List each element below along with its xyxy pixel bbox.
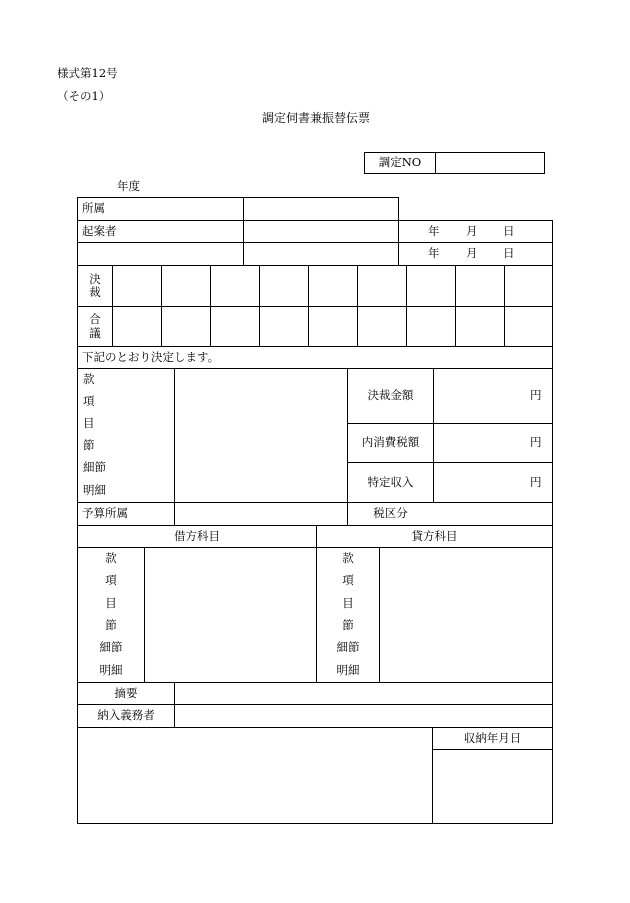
budget-item-kou: 項 [83,394,95,408]
page-title: 調定伺書兼振替伝票 [262,111,371,125]
budget-item-moku: 目 [83,416,95,430]
budget-item-saisetsu: 細節 [83,460,106,474]
form-number: 様式第12号 [57,66,118,80]
credit-item-kou: 項 [342,573,354,588]
date-day-label: 日 [503,246,515,261]
credit-item-setsu: 節 [342,618,354,633]
date-day-label: 日 [503,223,515,238]
karikata-header: 借方科目 [174,528,220,543]
shozoku-field[interactable] [244,198,397,219]
aigi-label: 合 議 [89,312,101,340]
budget-item-kan: 款 [83,372,95,386]
kessai-kingaku-label: 決裁金額 [367,388,414,403]
kessai-label: 決 裁 [89,271,101,299]
debit-item-saisetsu: 細節 [99,640,123,655]
date-year-label: 年 [428,246,440,261]
nonyu-gimusha-label: 納入義務者 [97,708,155,723]
credit-item-kan: 款 [342,551,354,566]
debit-item-meisai: 明細 [99,662,123,677]
tokutei-shunyu-label: 特定収入 [367,474,414,489]
debit-item-kan: 款 [105,551,117,566]
tekiyo-label: 摘要 [114,685,138,700]
kiansha-label: 起案者 [82,223,117,238]
debit-item-moku: 目 [105,595,117,610]
debit-item-setsu: 節 [105,618,117,633]
yen-unit: 円 [530,474,542,489]
yen-unit: 円 [530,388,542,403]
kashikata-header: 貸方科目 [411,528,458,543]
budget-item-meisai: 明細 [83,483,106,497]
yosan-shozoku-label: 予算所属 [82,506,128,521]
form-part: （その1） [57,89,111,103]
chotei-no-field[interactable] [436,153,544,173]
shuno-date-label: 収納年月日 [463,730,522,745]
credit-item-moku: 目 [342,595,354,610]
date-month-label: 月 [466,223,478,238]
debit-item-kou: 項 [105,573,117,588]
credit-item-saisetsu: 細節 [336,640,360,655]
date-month-label: 月 [466,246,478,261]
fiscal-year-label: 年度 [117,179,140,193]
decision-statement: 下記のとおり決定します。 [82,349,220,364]
uchi-shohizei-label: 内消費税額 [361,435,420,450]
shozoku-label: 所属 [82,201,105,216]
kiansha-field[interactable] [244,221,397,242]
budget-item-setsu: 節 [83,438,95,452]
zei-kubun-label: 税区分 [373,506,408,521]
date-year-label: 年 [428,223,440,238]
yen-unit: 円 [530,435,542,450]
credit-item-meisai: 明細 [336,662,360,677]
chotei-no-label: 調定NO [378,155,422,170]
chotei-no-box [364,152,545,174]
